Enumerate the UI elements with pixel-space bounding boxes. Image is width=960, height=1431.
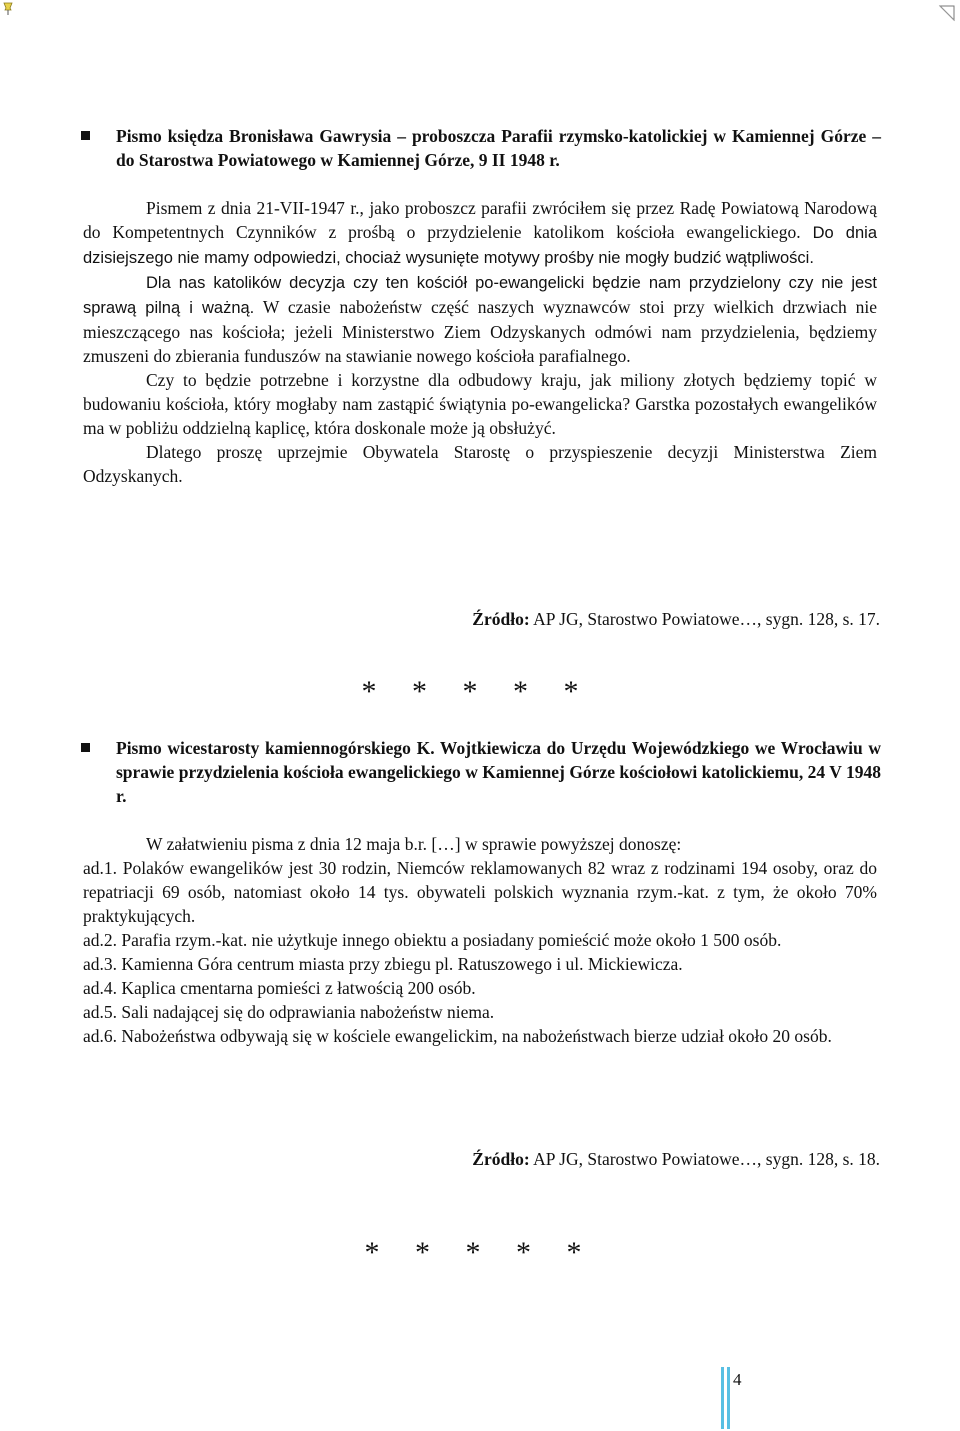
footer-rule [721,1367,724,1429]
list-item: ad.4. Kaplica cmentarna pomieści z łatwością 200 osób. [83,978,476,998]
page-curl-icon [934,0,960,26]
document-2-body [83,832,877,1048]
list-item: ad.5. Sali nadającej się do odprawiania nabożeństw niema. [83,1002,495,1022]
bullet-square-icon [81,131,90,140]
document-2-source [0,1147,880,1171]
source-label: Źródło: [472,609,530,629]
source-reference: AP JG, Starostwo Powiatowe…, sygn. 128, s. 18. [529,1149,880,1169]
document-2-intro: W załatwieniu pisma z dnia 12 maja b.r. […] w sprawie powyższej donoszę: [146,834,682,854]
document-1-paragraph-3: Czy to będzie potrzebne i korzystne dla odbudowy kraju, jak miliony złotych będziemy topić w budowaniu kościoła, który mogłaby nam zastąpić świątynia po-ewangelicka? Garstka pozostałych ewangelików ma w pobliżu oddzielną kaplicę, która doskonale może ją obsłużyć. [83,370,877,438]
pin-icon [2,2,14,16]
document-1-title: Pismo księdza Bronisława Gawrysia – proboszcza Parafii rzymsko-katolickiej w Kamiennej Górze – do Starostwa Powiatowego w Kamiennej Górze, 9 II 1948 r. [116,126,881,170]
document-1-body [83,196,877,488]
document-1-paragraph-1: Pismem z dnia 21-VII-1947 r., jako proboszcz parafii zwróciłem się przez Radę Powiatową Narodową do Kompetentnych Czynników z prośbą o przydzielenie katolikom kościoła ewangelickiego. Do dnia dzisiejszego nie mamy odpowiedzi, chociaż wysunięte motywy prośby nie mogły budzić wątpliwości. [83,198,877,267]
source-reference: AP JG, Starostwo Powiatowe…, sygn. 128, s. 17. [529,609,880,629]
list-item: ad.3. Kamienna Góra centrum miasta przy zbiegu pl. Ratuszowego i ul. Mickiewicza. [83,954,683,974]
separator-stars-1: * * * * * [361,675,593,708]
list-item: ad.2. Parafia rzym.-kat. nie użytkuje innego obiektu a posiadany pomieścić może około 1 500 osób. [83,930,782,950]
list-item: ad.6. Nabożeństwa odbywają się w kościele ewangelickim, na nabożeństwach bierze udział około 20 osób. [83,1026,832,1046]
document-2-title: Pismo wicestarosty kamiennogórskiego K. Wojtkiewicza do Urzędu Wojewódzkiego we Wrocławiu w sprawie przydzielenia kościoła ewangelickiego w Kamiennej Górze kościołowi katolickiemu, 24 V 1948 r. [116,738,881,806]
document-1-source [0,607,880,631]
document-2-heading [81,736,881,808]
list-item: ad.1. Polaków ewangelików jest 30 rodzin, Niemców reklamowanych 82 wraz z rodzinami 194 osoby, oraz do repatriacji 69 osób, natomiast około 14 tys. obywateli polskich wyznania rzym.-kat. z tym, że około 70% praktykujących. [83,858,877,926]
footer-rule [727,1367,730,1429]
document-1-paragraph-2: Dla nas katolików decyzja czy ten kościół po-ewangelicki będzie nam przydzielony czy nie jest sprawą pilną i ważną. W czasie nabożeństw część naszych wyznawców stoi przy wielkich drzwiach nie mieszczącego nas kościoła; jeżeli Ministerstwo Ziem Odzyskanych odmówi nam przydzielenia, będziemy zmuszeni do zbierania funduszów na stawianie nowego kościoła parafialnego. [83,274,877,366]
document-1-paragraph-4: Dlatego proszę uprzejmie Obywatela Starostę o przyspieszenie decyzji Ministerstwa Ziem Odzyskanych. [83,442,877,486]
source-label: Źródło: [472,1149,530,1169]
bullet-square-icon [81,743,90,752]
page-number: 4 [733,1370,742,1389]
document-1-heading [81,124,881,172]
separator-stars-2: * * * * * [364,1236,596,1269]
